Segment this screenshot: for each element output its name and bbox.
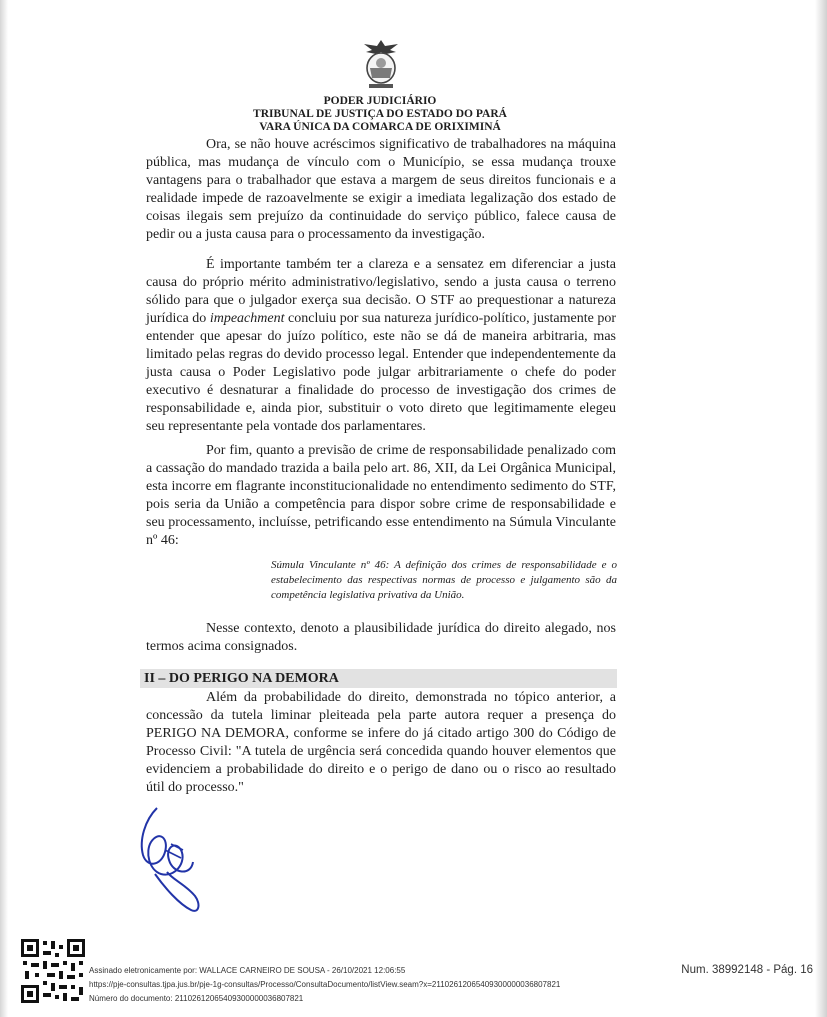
header-line-1: PODER JUDICIÁRIO <box>323 95 437 107</box>
paragraph-2-text-b: concluiu por sua natureza jurídico-político, justamente por entender que apesar do juízo político, este não se dá de maneira arbitraria, mas limitado pelas regras do devido processo legal. Entender que independentemente da justa causa o Poder Legislativo pode julgar arbitrariamente o chefe do poder executivo é desnaturar a finalidade do processo de investigação dos crimes de responsabilidade e, ainda pior, substituir o voto direto que legitimamente elegeu seu representante pela vontade dos parlamentares. <box>146 311 616 434</box>
coat-of-arms-icon <box>360 38 402 90</box>
header-line-2: TRIBUNAL DE JUSTIÇA DO ESTADO DO PARÁ <box>253 108 507 120</box>
paragraph-2-text-a: É importante também ter a clareza e a sensatez em diferenciar a justa causa do próprio mérito administrativo/legislativo, sendo a justa causa o terreno sólido para que o julgador exerça sua decisão. O STF ao prequestionar a natureza jurídica do <box>146 257 616 326</box>
section-heading: II – DO PERIGO NA DEMORA <box>140 669 617 688</box>
paragraph-2 <box>146 256 616 436</box>
handwritten-signature <box>135 800 225 915</box>
paragraph-4: Nesse contexto, denoto a plausibilidade jurídica do direito alegado, nos termos acima consignados. <box>146 621 616 654</box>
paragraph-5: Além da probabilidade do direito, demonstrada no tópico anterior, a concessão da tutela liminar pleiteada pela parte autora requer a presença do PERIGO NA DEMORA, conforme se infere do já citado artigo 300 do Código de Processo Civil: "A tutela de urgência será concedida quando houver elementos que evidenciem a probabilidade do direito e o perigo de dano ou o risco ao resultado útil do processo." <box>146 690 616 795</box>
footer-url[interactable]: https://pje-consultas.tjpa.jus.br/pje-1g-consultas/Processo/ConsultaDocumento/listView.seam?x=21102612065409300000036807821 <box>89 980 561 989</box>
paragraph-1: Ora, se não houve acréscimos significativo de trabalhadores na máquina pública, mas mudança de vínculo com o Município, se essa mudança trouxe vantagens para o trabalhador que estava a margem de seus direitos funcionais e a realidade impede de razoavelmente se exigir a imediata legalização dos estado de coisas ilegais sem prejuízo da continuidade do serviço público, falece causa de pedir ou a justa causa para o processamento da investigação. <box>146 137 616 242</box>
paragraph-3: Por fim, quanto a previsão de crime de responsabilidade penalizado com a cassação do mandado trazida a baila pelo art. 86, XII, da Lei Orgânica Municipal, esta incorre em flagrante inconstitucionalidade no entendimento sedimento do STF, pois seria da União a competência para dispor sobre crime de responsabilidade e seu processamento, incluísse, petrificando esse entendimento na Súmula Vinculante nº 46: <box>146 443 616 548</box>
footer-document-number: Número do documento: 21102612065409300000036807821 <box>89 994 304 1003</box>
footer-signed-by: Assinado eletronicamente por: WALLACE CARNEIRO DE SOUSA - 26/10/2021 12:06:55 <box>89 966 406 975</box>
paragraph-2-italic: impeachment <box>209 311 285 326</box>
page-edge-left <box>0 0 8 1017</box>
header-line-3: VARA ÚNICA DA COMARCA DE ORIXIMINÁ <box>259 121 501 133</box>
qr-code-icon <box>19 937 87 1005</box>
sumula-quote: Súmula Vinculante nº 46: A definição dos crimes de responsabilidade e o estabelecimento das respectivas normas de processo e julgamento são da competência legislativa privativa da União. <box>271 559 617 601</box>
footer-page-reference: Num. 38992148 - Pág. 16 <box>681 964 813 976</box>
page-edge-right <box>815 0 827 1017</box>
